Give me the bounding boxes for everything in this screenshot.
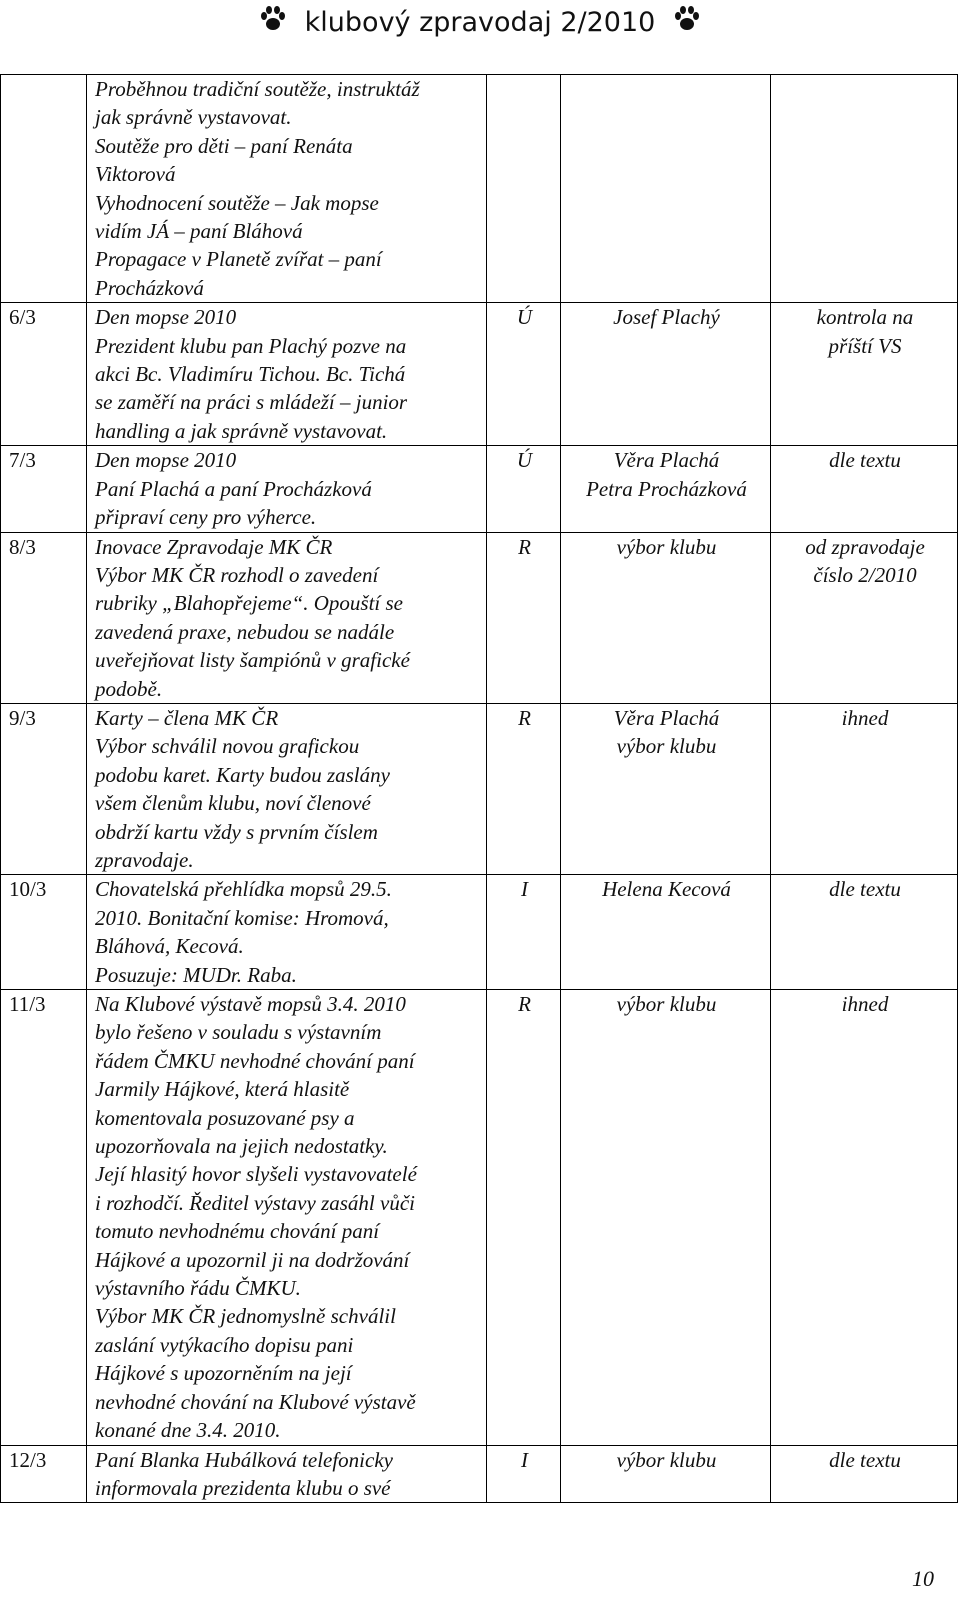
responsible [561,532,771,703]
responsible [561,303,771,446]
responsible-line: výbor klubu [616,1447,717,1472]
item-text [87,990,487,1446]
item-number: 8/3 [1,532,87,703]
paw-icon-left [258,4,288,41]
text-line: Proběhnou tradiční soutěže, instruktáž [95,77,420,101]
deadline-line: od zpravodaje [805,534,925,559]
task-type: R [487,990,561,1446]
paw-icon-right [672,4,702,41]
minutes-table [0,74,958,1503]
text-line: podobě. [95,676,163,701]
item-text [87,532,487,703]
deadline-line: dle textu [829,877,901,902]
text-line: komentovala posuzované psy a [95,1105,355,1130]
table-row [1,303,958,446]
item-number: 10/3 [1,875,87,990]
text-line: Její hlasitý hovor slyšeli vystavovatelé [95,1162,417,1187]
deadline-line: dle textu [829,448,901,473]
deadline [771,875,958,990]
text-line: upozorňovala na jejich nedostatky. [95,1134,388,1159]
text-line: Výbor MK ČR rozhodl o zavedení [95,562,379,587]
responsible [561,875,771,990]
deadline [771,703,958,874]
item-number: 6/3 [1,303,87,446]
text-line: i rozhodčí. Ředitel výstavy zasáhl vůči [95,1190,415,1215]
text-line: se zaměří na práci s mládeží – junior [95,390,408,415]
item-number: 9/3 [1,703,87,874]
task-type: R [487,703,561,874]
text-line: Vyhodnocení soutěže – Jak mopse [95,190,379,215]
text-line: informovala prezidenta klubu o své [95,1475,391,1500]
item-text [87,703,487,874]
text-line: připraví ceny pro výherce. [95,505,317,530]
text-line: Hájkové s upozorněním na její [95,1361,352,1386]
text-line: akci Bc. Vladimíru Tichou. Bc. Tichá [95,362,406,387]
responsible-line: Petra Procházková [586,476,747,501]
table-row [1,990,958,1446]
text-line: handling a jak správně vystavovat. [95,418,388,443]
text-line: zpravodaje. [95,847,194,872]
text-line: řádem ČMKU nevhodné chování paní [95,1048,415,1073]
text-line: obdrží kartu vždy s prvním číslem [95,819,378,844]
item-text [87,875,487,990]
table-row [1,532,958,703]
text-line: Bláhová, Kecová. [95,934,244,959]
page-header [0,4,960,44]
text-line: vidím JÁ – paní Bláhová [95,219,303,244]
text-line: Propagace v Planetě zvířat – paní [95,247,382,272]
responsible [561,703,771,874]
task-type: I [487,1445,561,1503]
responsible-line: Josef Plachý [613,305,720,330]
task-type: Ú [487,446,561,532]
text-line: 2010. Bonitační komise: Hromová, [95,905,389,930]
text-line: Na Klubové výstavě mopsů 3.4. 2010 [95,992,406,1016]
text-line: konané dne 3.4. 2010. [95,1418,281,1443]
deadline [771,1445,958,1503]
task-type [487,75,561,303]
text-line: uveřejňovat listy šampiónů v grafické [95,648,410,673]
text-line: jak správně vystavovat. [95,105,292,130]
text-line: Výbor schválil novou grafickou [95,734,360,759]
text-line: tomuto nevhodnému chování paní [95,1219,380,1244]
deadline [771,75,958,303]
text-line: zavedená praxe, nebudou se nadále [95,619,395,644]
item-number: 7/3 [1,446,87,532]
deadline-line: ihned [841,992,889,1016]
responsible [561,1445,771,1503]
responsible-line: Helena Kecová [602,877,731,902]
text-line: Prezident klubu pan Plachý pozve na [95,333,407,358]
text-line: nevhodné chování na Klubové výstavě [95,1389,416,1414]
deadline [771,446,958,532]
text-line: Výbor MK ČR jednomyslně schválil [95,1304,396,1329]
item-text [87,75,487,303]
task-type: I [487,875,561,990]
text-line: Jarmily Hájkové, která hlasitě [95,1077,350,1102]
item-number: 12/3 [1,1445,87,1503]
text-line: bylo řešeno v souladu s výstavním [95,1020,382,1045]
task-type: Ú [487,303,561,446]
deadline [771,990,958,1446]
text-line: všem členům klubu, noví členové [95,791,371,816]
table-row [1,875,958,990]
table-row [1,446,958,532]
item-text [87,446,487,532]
responsible-line: Věra Plachá [613,705,720,730]
text-line: podobu karet. Karty budou zaslány [95,762,390,787]
responsible [561,446,771,532]
text-line: Posuzuje: MUDr. Raba. [95,962,297,987]
text-line: Chovatelská přehlídka mopsů 29.5. [95,877,392,902]
deadline-line: příští VS [828,333,902,358]
deadline-line: číslo 2/2010 [813,562,917,587]
text-line: Procházková [95,275,204,300]
text-line: Paní Plachá a paní Procházková [95,476,372,501]
deadline [771,303,958,446]
text-line: výstavního řádu ČMKU. [95,1276,301,1301]
text-line: zaslání vytýkacího dopisu pani [95,1332,354,1357]
text-line: Den mopse 2010 [95,305,237,330]
responsible-line: výbor klubu [616,992,717,1016]
text-line: Inovace Zpravodaje MK ČR [95,534,333,559]
table-row [1,703,958,874]
text-line: Karty – člena MK ČR [95,705,279,730]
deadline [771,532,958,703]
item-text [87,1445,487,1503]
responsible [561,990,771,1446]
item-number [1,75,87,303]
responsible [561,75,771,303]
table-row [1,1445,958,1503]
table-row [1,75,958,303]
responsible-line: výbor klubu [616,734,717,759]
newsletter-title: klubový zpravodaj 2/2010 [304,7,656,38]
responsible-line: výbor klubu [616,534,717,559]
item-number: 11/3 [1,990,87,1446]
deadline-line: ihned [841,705,889,730]
page-number: 10 [912,1566,934,1591]
task-type: R [487,532,561,703]
text-line: Viktorová [95,162,176,187]
deadline-line: kontrola na [816,305,914,330]
text-line: Soutěže pro děti – paní Renáta [95,133,353,158]
responsible-line: Věra Plachá [613,448,720,473]
deadline-line: dle textu [829,1447,901,1472]
text-line: Hájkové a upozornil ji na dodržování [95,1247,410,1272]
text-line: Paní Blanka Hubálková telefonicky [95,1447,393,1472]
item-text [87,303,487,446]
text-line: Den mopse 2010 [95,448,237,473]
text-line: rubriky „Blahopřejeme“. Opouští se [95,591,403,616]
